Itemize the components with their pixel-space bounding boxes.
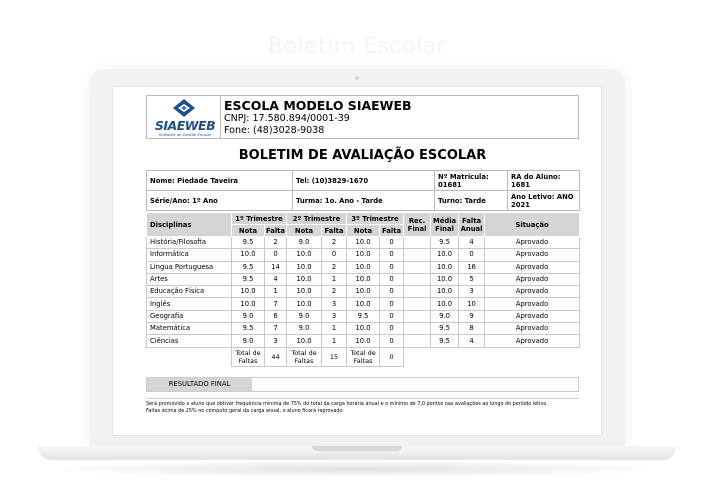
header-nota: Nota	[232, 225, 265, 237]
cell: 10.0	[287, 273, 322, 285]
totals-row	[147, 347, 580, 366]
cell: 6	[265, 310, 287, 322]
header-rec-final: Rec. Final	[404, 213, 431, 237]
laptop-notch	[312, 446, 402, 451]
grades-table	[146, 212, 580, 367]
logo-diamond-icon	[171, 99, 197, 119]
cell: 9.5	[431, 335, 459, 347]
table-row	[147, 273, 580, 285]
cell: 10.0	[287, 298, 322, 310]
cell: 2	[265, 237, 287, 249]
student-turno: Turno: Tarde	[435, 191, 508, 211]
cell-situacao: Aprovado	[485, 237, 580, 249]
student-name: Nome: Piedade Taveira	[147, 171, 293, 191]
cell: 2	[322, 261, 347, 273]
cell: 10.0	[431, 249, 459, 261]
cell-disciplina: Informática	[147, 249, 232, 261]
cell-disciplina: Matemática	[147, 323, 232, 335]
student-matricula: Nº Matrícula: 01681	[435, 171, 508, 191]
school-info	[221, 96, 412, 138]
cell: 1	[322, 335, 347, 347]
cell: 10.0	[431, 273, 459, 285]
laptop-shadow	[40, 460, 674, 478]
cell: 9.5	[431, 323, 459, 335]
school-cnpj: CNPJ: 17.580.894/0001-39	[224, 113, 350, 124]
cell: 10.0	[287, 335, 322, 347]
cell: 0	[322, 249, 347, 261]
header-situacao: Situação	[485, 213, 580, 237]
header-nota: Nota	[287, 225, 322, 237]
cell: 9.5	[232, 323, 265, 335]
cell: 0	[380, 298, 404, 310]
cell	[404, 310, 431, 322]
cell: 10.0	[347, 237, 380, 249]
cell: 0	[380, 249, 404, 261]
cell: 9.0	[232, 310, 265, 322]
header-trimestre-1: 1º Trimestre	[232, 213, 287, 225]
student-ra: RA do Aluno: 1681	[508, 171, 580, 191]
cell: 9.0	[431, 310, 459, 322]
final-result	[146, 377, 579, 392]
cell: 16	[459, 261, 485, 273]
cell: 10.0	[347, 298, 380, 310]
cell-disciplina: Lingua Portuguesa	[147, 261, 232, 273]
cell-situacao: Aprovado	[485, 335, 580, 347]
cell-situacao: Aprovado	[485, 261, 580, 273]
cell-disciplina: Ciências	[147, 335, 232, 347]
cell: 3	[459, 286, 485, 298]
header-falta-anual: Falta Anual	[459, 213, 485, 237]
cell: 9.0	[287, 310, 322, 322]
cell: 9.5	[431, 237, 459, 249]
cell: 1	[322, 323, 347, 335]
cell: 4	[459, 335, 485, 347]
cell: 2	[322, 286, 347, 298]
cell-disciplina: Educação Física	[147, 286, 232, 298]
header-falta: Falta	[322, 225, 347, 237]
cell: 0	[380, 310, 404, 322]
cell: 10.0	[287, 249, 322, 261]
footnote-line: Faltas acima de 25% no cômputo geral da carga anual, o aluno ficará reprovado.	[146, 407, 344, 414]
header-media-final: Média Final	[431, 213, 459, 237]
student-tel: Tel: (10)3829-1670	[293, 171, 435, 191]
logo-subtitle: Software de Gestão Escolar	[158, 132, 212, 137]
report-card-document	[146, 95, 579, 415]
cell	[404, 323, 431, 335]
total-label-t1: Total de Faltas	[232, 347, 265, 366]
cell: 9.5	[232, 273, 265, 285]
cell: 10.0	[431, 298, 459, 310]
cell	[404, 286, 431, 298]
cell: 10.0	[232, 249, 265, 261]
cell: 0	[265, 249, 287, 261]
cell: 7	[265, 298, 287, 310]
camera-dot	[355, 76, 359, 80]
header-falta: Falta	[380, 225, 404, 237]
cell: 0	[380, 286, 404, 298]
cell	[404, 335, 431, 347]
table-row	[147, 249, 580, 261]
header-nota: Nota	[347, 225, 380, 237]
footnote-line: Será promovido o aluno que obtiver frequência mínima de 75% do total da carga horária anual e o mínimo de 7,0 pontos nas avaliações ao longo do período letivo.	[146, 400, 548, 407]
cell	[404, 237, 431, 249]
cell: 9.0	[287, 323, 322, 335]
cell-situacao: Aprovado	[485, 286, 580, 298]
cell: 0	[380, 323, 404, 335]
cell: 10.0	[347, 323, 380, 335]
header-trimestre-2: 2º Trimestre	[287, 213, 347, 225]
total-label-t2: Total de Faltas	[287, 347, 322, 366]
school-phone: Fone: (48)3028-9038	[224, 124, 325, 136]
cell: 10.0	[431, 261, 459, 273]
student-turma: Turma: 1o. Ano - Tarde	[293, 191, 435, 211]
logo-text: SIAEWEB	[154, 118, 216, 133]
cell: 10.0	[347, 249, 380, 261]
cell: 4	[265, 273, 287, 285]
cell: 5	[459, 273, 485, 285]
school-header	[146, 95, 579, 139]
cell	[404, 261, 431, 273]
cell-disciplina: Geografia	[147, 310, 232, 322]
footnote	[146, 398, 579, 415]
cell: 4	[459, 237, 485, 249]
table-row	[147, 323, 580, 335]
table-row	[147, 310, 580, 322]
cell: 10.0	[347, 261, 380, 273]
cell: 9.0	[232, 335, 265, 347]
cell: 3	[322, 298, 347, 310]
student-serie: Série/Ano: 1º Ano	[147, 191, 293, 211]
total-faltas-t1: 44	[265, 347, 287, 366]
final-result-label: RESULTADO FINAL	[147, 378, 252, 391]
cell	[404, 298, 431, 310]
cell: 10	[459, 298, 485, 310]
header-falta: Falta	[266, 226, 285, 235]
cell: 0	[380, 261, 404, 273]
cell-disciplina: História/Filosofia	[147, 237, 232, 249]
total-faltas-t3: 0	[380, 347, 404, 366]
cell: 9.5	[232, 261, 265, 273]
cell	[404, 273, 431, 285]
cell-situacao: Aprovado	[485, 298, 580, 310]
cell: 10.0	[287, 261, 322, 273]
table-row	[147, 298, 580, 310]
cell-disciplina: Artes	[147, 273, 232, 285]
table-row	[147, 335, 580, 347]
cell: 10.0	[287, 286, 322, 298]
cell: 3	[322, 310, 347, 322]
cell: 8	[459, 323, 485, 335]
cell: 9.5	[232, 237, 265, 249]
totals-spacer	[404, 347, 580, 366]
student-info-table	[146, 170, 580, 211]
total-faltas-t2: 15	[322, 347, 347, 366]
cell: 0	[380, 335, 404, 347]
cell: 3	[265, 335, 287, 347]
table-row	[147, 286, 580, 298]
document-title: BOLETIM DE AVALIAÇÃO ESCOLAR	[238, 148, 487, 163]
school-name: ESCOLA MODELO SIAEWEB	[224, 98, 412, 113]
header-trimestre-3: 3º Trimestre	[347, 213, 404, 225]
cell: 0	[380, 273, 404, 285]
hero-title: Boletim Escolar	[267, 34, 447, 59]
cell	[404, 249, 431, 261]
cell: 1	[322, 273, 347, 285]
laptop-screen	[112, 86, 602, 436]
cell: 2	[322, 237, 347, 249]
cell: 10.0	[232, 286, 265, 298]
cell: 10.0	[347, 286, 380, 298]
cell-situacao: Aprovado	[485, 310, 580, 322]
cell-disciplina: Inglês	[147, 298, 232, 310]
cell: 7	[265, 323, 287, 335]
cell: 0	[459, 249, 485, 261]
cell-situacao: Aprovado	[485, 273, 580, 285]
cell: 10.0	[347, 273, 380, 285]
cell: 9.0	[287, 237, 322, 249]
header-disciplinas: Disciplinas	[147, 213, 232, 237]
cell-situacao: Aprovado	[485, 249, 580, 261]
cell: 0	[380, 237, 404, 249]
cell: 1	[265, 286, 287, 298]
cell-situacao: Aprovado	[485, 323, 580, 335]
totals-spacer	[147, 347, 232, 366]
cell: 10.0	[232, 298, 265, 310]
table-row	[147, 261, 580, 273]
table-row	[147, 237, 580, 249]
cell: 10.0	[431, 286, 459, 298]
cell: 10.0	[347, 335, 380, 347]
cell: 9	[459, 310, 485, 322]
cell: 9.5	[347, 310, 380, 322]
cell: 14	[265, 261, 287, 273]
total-label-t3: Total de Faltas	[347, 347, 380, 366]
school-logo	[147, 96, 221, 138]
student-ano-letivo: Ano Letivo: ANO 2021	[508, 191, 580, 211]
